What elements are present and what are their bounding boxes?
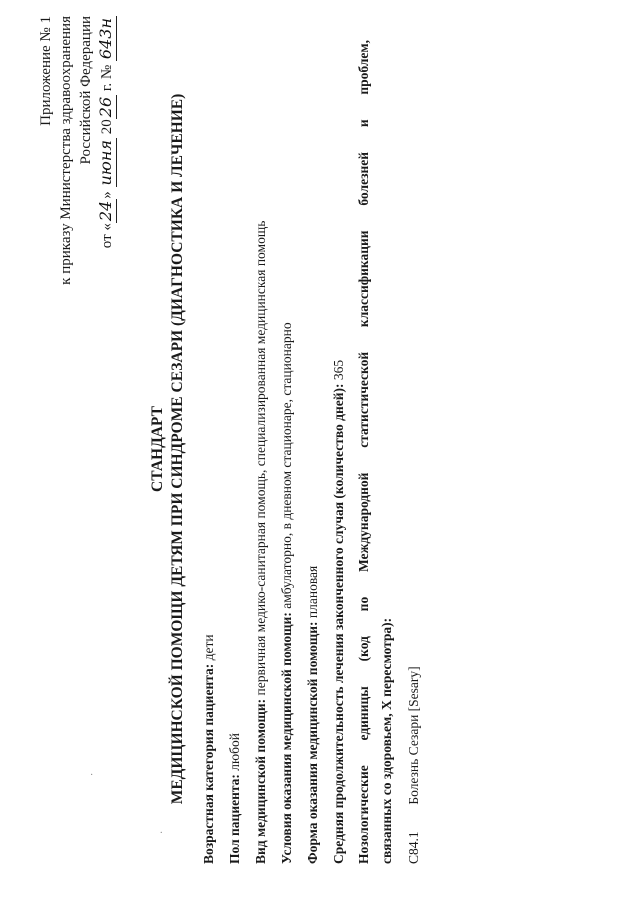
handwritten-day: 24 — [96, 200, 115, 222]
duration-value: 365 — [331, 359, 346, 381]
icd-code: C84.1 — [406, 831, 421, 864]
duration-label: Средняя продолжительность лечения законченного случая (количество дней): — [331, 383, 346, 864]
conditions-label: Условия оказания медицинской помощи: — [279, 612, 294, 864]
age-category-row — [196, 24, 222, 864]
annex-block — [36, 16, 117, 316]
annex-line-1: Приложение № 1 — [38, 16, 54, 126]
sex-value: любой — [227, 733, 242, 771]
diagnosis-code-row — [400, 24, 428, 864]
sex-label: Пол пациента: — [227, 774, 242, 864]
title-standard: СТАНДАРТ — [149, 406, 166, 492]
duration-row — [326, 24, 352, 864]
annex-date-line — [96, 16, 117, 316]
care-form-value: плановая — [305, 565, 320, 619]
nosology-heading: Нозологические единицы (код по Международной статистической классификации болезней и проблем, — [356, 40, 371, 864]
scan-speck-mark-2: . — [160, 825, 163, 836]
age-label: Возрастная категория пациента: — [201, 663, 216, 864]
scan-speck-mark: · — [90, 770, 94, 781]
annex-line-2: к приказу Министерства здравоохранения — [58, 16, 74, 285]
care-type-label: Вид медицинской помощи: — [253, 698, 268, 864]
handwritten-number: 643н — [96, 18, 115, 60]
care-type-row — [248, 24, 274, 864]
care-type-value: первичная медико-санитарная помощь, специализированная медицинская помощь — [253, 220, 268, 696]
handwritten-year: 26 — [96, 96, 115, 118]
handwritten-month: июня — [96, 139, 115, 186]
document-title — [148, 34, 188, 864]
age-value: дети — [201, 634, 216, 661]
annex-date-mid: » — [99, 187, 115, 199]
care-form-row — [300, 24, 326, 864]
conditions-value: амбулаторно, в дневном стационаре, стационарно — [279, 322, 294, 609]
annex-date-prefix: от « — [99, 223, 115, 249]
diagnosis-name: Болезнь Сезари [Sesary] — [406, 666, 421, 805]
nosology-heading-cont: связанных со здоровьем, X пересмотра): — [379, 617, 394, 864]
annex-year-prefix: 20 — [99, 119, 115, 138]
standard-fields — [196, 24, 428, 864]
annex-number-prefix: г. № — [99, 61, 115, 95]
care-form-label: Форма оказания медицинской помощи: — [305, 621, 320, 864]
annex-line-3: Российской Федерации — [78, 16, 94, 165]
title-main: МЕДИЦИНСКОЙ ПОМОЩИ ДЕТЯМ ПРИ СИНДРОМЕ СЕЗАРИ (ДИАГНОСТИКА И ЛЕЧЕНИЕ) — [169, 93, 186, 805]
conditions-row — [274, 24, 300, 864]
sex-row — [222, 24, 248, 864]
